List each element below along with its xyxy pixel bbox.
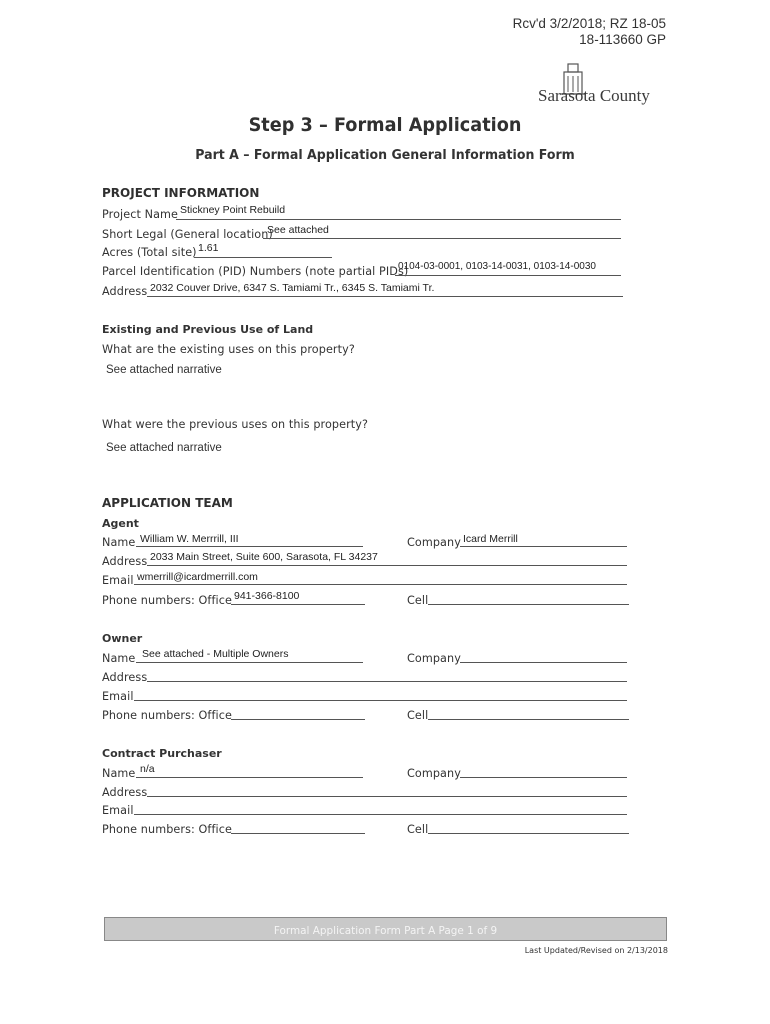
acres-value: 1.61 — [198, 242, 219, 254]
owner-phone-label: Phone numbers: Office — [102, 709, 232, 722]
owner-email-label: Email — [102, 690, 134, 703]
pid-label: Parcel Identification (PID) Numbers (note partial PIDs) — [102, 265, 409, 278]
previous-uses-answer: See attached narrative — [106, 442, 222, 454]
short-legal-label: Short Legal (General location) — [102, 228, 273, 241]
project-name-value: Stickney Point Rebuild — [180, 204, 286, 216]
agent-email-label: Email — [102, 574, 134, 587]
purchaser-company-label: Company — [407, 767, 461, 780]
owner-name-value: See attached - Multiple Owners — [142, 648, 289, 660]
purchaser-office-field[interactable] — [231, 833, 365, 834]
page-title: Step 3 – Formal Application — [248, 114, 522, 136]
agent-email-field[interactable] — [134, 584, 627, 585]
agent-heading: Agent — [102, 517, 139, 530]
agent-office-value: 941-366-8100 — [234, 590, 300, 602]
project-name-field[interactable] — [176, 219, 621, 220]
purchaser-cell-field[interactable] — [428, 833, 629, 834]
received-stamp — [446, 16, 666, 48]
agent-name-value: William W. Merrrill, III — [140, 533, 239, 545]
received-stamp-line2: 18-113660 GP — [579, 32, 666, 47]
land-use-heading: Existing and Previous Use of Land — [102, 323, 314, 336]
agent-company-field[interactable] — [460, 546, 627, 547]
county-name: Sarasota County — [538, 86, 650, 105]
acres-field[interactable] — [194, 257, 332, 258]
owner-address-field[interactable] — [147, 681, 627, 682]
agent-name-label: Name — [102, 536, 136, 549]
owner-email-field[interactable] — [134, 700, 627, 701]
agent-email-value: wmerrill@icardmerrill.com — [137, 571, 258, 583]
application-team-heading: APPLICATION TEAM — [102, 496, 233, 510]
purchaser-cell-label: Cell — [407, 823, 429, 836]
last-updated-note: Last Updated/Revised on 2/13/2018 — [524, 946, 668, 955]
agent-office-field[interactable] — [231, 604, 365, 605]
owner-company-label: Company — [407, 652, 461, 665]
agent-company-label: Company — [407, 536, 461, 549]
project-address-field[interactable] — [147, 296, 623, 297]
county-logo — [538, 60, 668, 108]
purchaser-name-label: Name — [102, 767, 136, 780]
purchaser-address-field[interactable] — [147, 796, 627, 797]
project-address-value: 2032 Couver Drive, 6347 S. Tamiami Tr., 6345 S. Tamiami Tr. — [150, 282, 435, 294]
agent-cell-field[interactable] — [428, 604, 629, 605]
agent-phone-label: Phone numbers: Office — [102, 594, 232, 607]
purchaser-name-field[interactable] — [136, 777, 363, 778]
page-subtitle: Part A – Formal Application General Information Form — [195, 147, 575, 163]
owner-office-field[interactable] — [231, 719, 365, 720]
purchaser-company-field[interactable] — [460, 777, 627, 778]
purchaser-name-value: n/a — [140, 763, 155, 775]
purchaser-email-label: Email — [102, 804, 134, 817]
agent-company-value: Icard Merrill — [463, 533, 518, 545]
existing-uses-question: What are the existing uses on this property? — [102, 343, 355, 356]
project-information-heading: PROJECT INFORMATION — [102, 186, 260, 200]
owner-name-field[interactable] — [136, 662, 363, 663]
purchaser-address-label: Address — [102, 786, 148, 799]
agent-address-field[interactable] — [147, 565, 627, 566]
owner-name-label: Name — [102, 652, 136, 665]
purchaser-phone-label: Phone numbers: Office — [102, 823, 232, 836]
short-legal-value: See attached — [267, 224, 329, 236]
agent-address-value: 2033 Main Street, Suite 600, Sarasota, FL 34237 — [150, 551, 378, 563]
project-name-label: Project Name — [102, 208, 179, 221]
project-address-label: Address — [102, 285, 148, 298]
purchaser-heading: Contract Purchaser — [102, 747, 222, 760]
existing-uses-answer: See attached narrative — [106, 364, 222, 376]
received-stamp-line1: Rcv'd 3/2/2018; RZ 18-05 — [512, 16, 666, 31]
short-legal-field[interactable] — [263, 238, 621, 239]
owner-cell-label: Cell — [407, 709, 429, 722]
owner-company-field[interactable] — [460, 662, 627, 663]
acres-label: Acres (Total site) — [102, 246, 197, 259]
agent-name-field[interactable] — [136, 546, 363, 547]
owner-heading: Owner — [102, 632, 143, 645]
agent-cell-label: Cell — [407, 594, 429, 607]
footer-page-indicator: Formal Application Form Part A Page 1 of 9 — [273, 924, 498, 937]
owner-address-label: Address — [102, 671, 148, 684]
pid-value: 0104-03-0001, 0103-14-0031, 0103-14-0030 — [398, 261, 596, 272]
owner-cell-field[interactable] — [428, 719, 629, 720]
pid-field[interactable] — [395, 275, 621, 276]
purchaser-email-field[interactable] — [134, 814, 627, 815]
previous-uses-question: What were the previous uses on this property? — [102, 418, 369, 431]
agent-address-label: Address — [102, 555, 148, 568]
